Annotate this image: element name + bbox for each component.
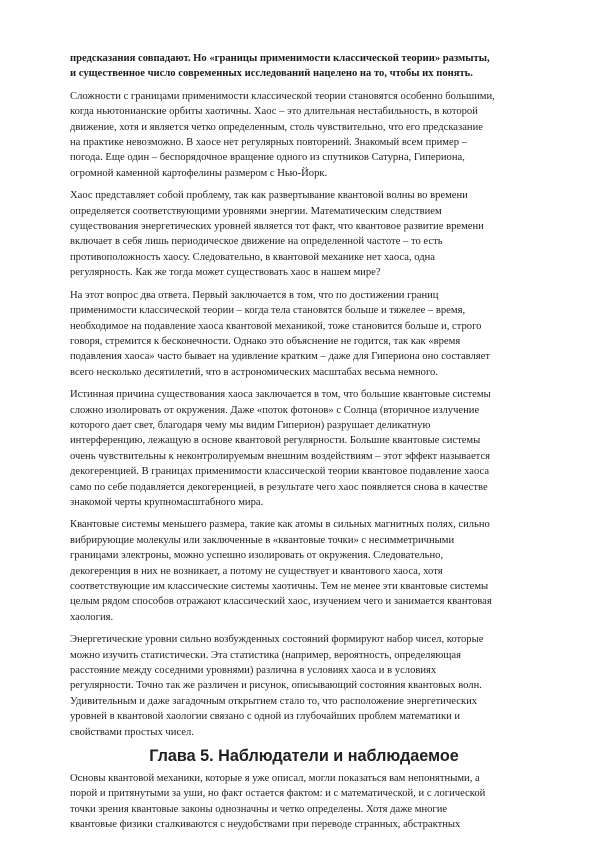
text-line: расстояние между соседними уровнями) различна в условиях хаоса и в условиях [70, 665, 437, 677]
text-line: регулярность. Как же тогда может существовать хаос в нашем мире? [70, 267, 381, 279]
text-line: Истинная причина существования хаоса заключается в том, что большие квантовые системы [70, 389, 491, 401]
text-line: на практике невозможно. В хаосе нет регулярных повторений. Знакомый всем пример – [70, 137, 467, 149]
paragraph [70, 89, 538, 181]
text-line: когда ньютонианские орбиты хаотичны. Хаос – это длительная нестабильность, в которой [70, 106, 478, 118]
lead-paragraph [70, 51, 538, 82]
text-line: существования энергетических уровней является тот факт, что квантовое развитие времени [70, 221, 484, 233]
text-line: знакомой черты крупномасштабного мира. [70, 496, 264, 508]
text-line: границами электроны, можно успешно изолировать от окружения. Следовательно, [70, 550, 444, 562]
text-line: можно изучить статистически. Эта статистика (например, вероятность, определяющая [70, 649, 461, 661]
document-page [70, 51, 538, 840]
text-line: Сложности с границами применимости классической теории становятся особенно большими, [70, 90, 495, 102]
text-line: сложно изолировать от окружения. Даже «поток фотонов» с Солнца (вторичное излучение [70, 404, 480, 416]
text-line: соответствующие им классические системы хаотичны. Тем не менее эти квантовые системы [70, 581, 489, 592]
text-line: очень чувствительны к неконтролируемым внешним воздействиям – этот эффект называется [70, 450, 491, 462]
text-line: декогеренцией. В границах применимости классической теории квантовое подавление хаоса [70, 466, 490, 478]
text-line: предсказания совпадают. Но «границы применимости классической теории» размыты, [70, 53, 490, 64]
text-line: само по себе подавляется декогеренцией, в результате чего хаос появляется снова в качестве [70, 481, 488, 493]
text-line: необходимое на подавление хаоса квантовой механикой, тоже становится больше и, строго [70, 320, 482, 332]
text-line: применимости классической теории – когда тела становятся больше и тяжелее – время, [70, 305, 466, 317]
text-line: уровней в квантовой хаологии связано с одной из глубочайших проблем математики и [70, 711, 461, 723]
text-line: Основы квантовой механики, которые я уже описал, могли показаться вам непонятными, а [70, 773, 480, 785]
text-line: декогеренция в них не возникает, а потому не существует и квантового хаоса, хотя [70, 565, 443, 577]
text-line: точки зрения квантовые законы однозначны и четко определены. Хотя даже многие [70, 803, 448, 815]
body-text [70, 51, 538, 740]
text-line: Энергетические уровни сильно возбужденных состояний формируют набор чисел, которые [70, 634, 484, 646]
text-line: всего несколько десятилетий, что в астрономических масштабах весьма немного. [70, 366, 439, 378]
text-line: На этот вопрос два ответа. Первый заключается в том, что по достижении границ [70, 289, 439, 301]
text-line: говоря, стремится к бесконечности. Однако это объяснение не годится, так как «время [70, 335, 461, 347]
chapter-intro [70, 771, 538, 833]
paragraph [70, 632, 538, 740]
paragraph [70, 517, 538, 625]
paragraph [70, 188, 538, 280]
text-line: и существенное число современных исследований нацелено на то, чтобы их понять. [70, 68, 473, 80]
text-line: определяется соответствующими уровнями энергии. Математическим следствием [70, 205, 442, 217]
paragraph [70, 387, 538, 510]
text-line: Удивительным и даже загадочным открытием стало то, что расположение энергетических [70, 695, 478, 707]
text-line: огромной каменной картофелины размером с Нью-Йорк. [70, 167, 328, 179]
text-line: свойствами простых чисел. [70, 726, 194, 738]
text-line: включает в себя лишь периодическое движение на определенной частоте – то есть [70, 236, 443, 248]
text-line: погода. Еще один – беспорядочное вращение одного из спутников Сатурна, Гипериона, [70, 152, 465, 164]
paragraph [70, 288, 538, 380]
text-line: порой и притянутыми за уши, но факт остается фактом: и с математической, и с логической [70, 788, 486, 800]
text-line: Хаос представляет собой проблему, так как развертывание квантовой волны во времени [70, 190, 468, 202]
paragraph [70, 771, 538, 833]
text-line: Квантовые системы меньшего размера, такие как атомы в сильных магнитных полях, сильно [70, 519, 490, 531]
text-line: целым рядом способов отражают классический хаос, изучением чего и занимается квантовая [70, 596, 492, 608]
text-line: хаология. [70, 611, 114, 623]
text-line: которого дает свет, благодаря чему мы видим Гиперион) разрушает деликатную [70, 419, 431, 431]
text-line: движение, хотя и является четко определенным, столь чувствительно, что его предсказание [70, 121, 483, 133]
text-line: подавления хаоса» часто бывает на удивление кратким – даже для Гипериона оно составляет [70, 351, 490, 363]
text-line: вибрирующие молекулы или заключенные в «квантовые точки» с несимметричными [70, 534, 455, 546]
text-line: противоположность хаосу. Следовательно, в квантовой механике нет хаоса, одна [70, 251, 435, 263]
text-line: квантовые физики сталкиваются с неудобствами при переводе странных, абстрактных [70, 819, 461, 831]
chapter-heading: Глава 5. Наблюдатели и наблюдаемое [149, 747, 459, 766]
text-line: регулярности. Точно так же различен и рисунок, описывающий состояния квантовых волн. [70, 680, 482, 692]
text-line: интерференцию, лежащую в основе квантовой регулярности. Большие квантовые системы [70, 435, 481, 447]
